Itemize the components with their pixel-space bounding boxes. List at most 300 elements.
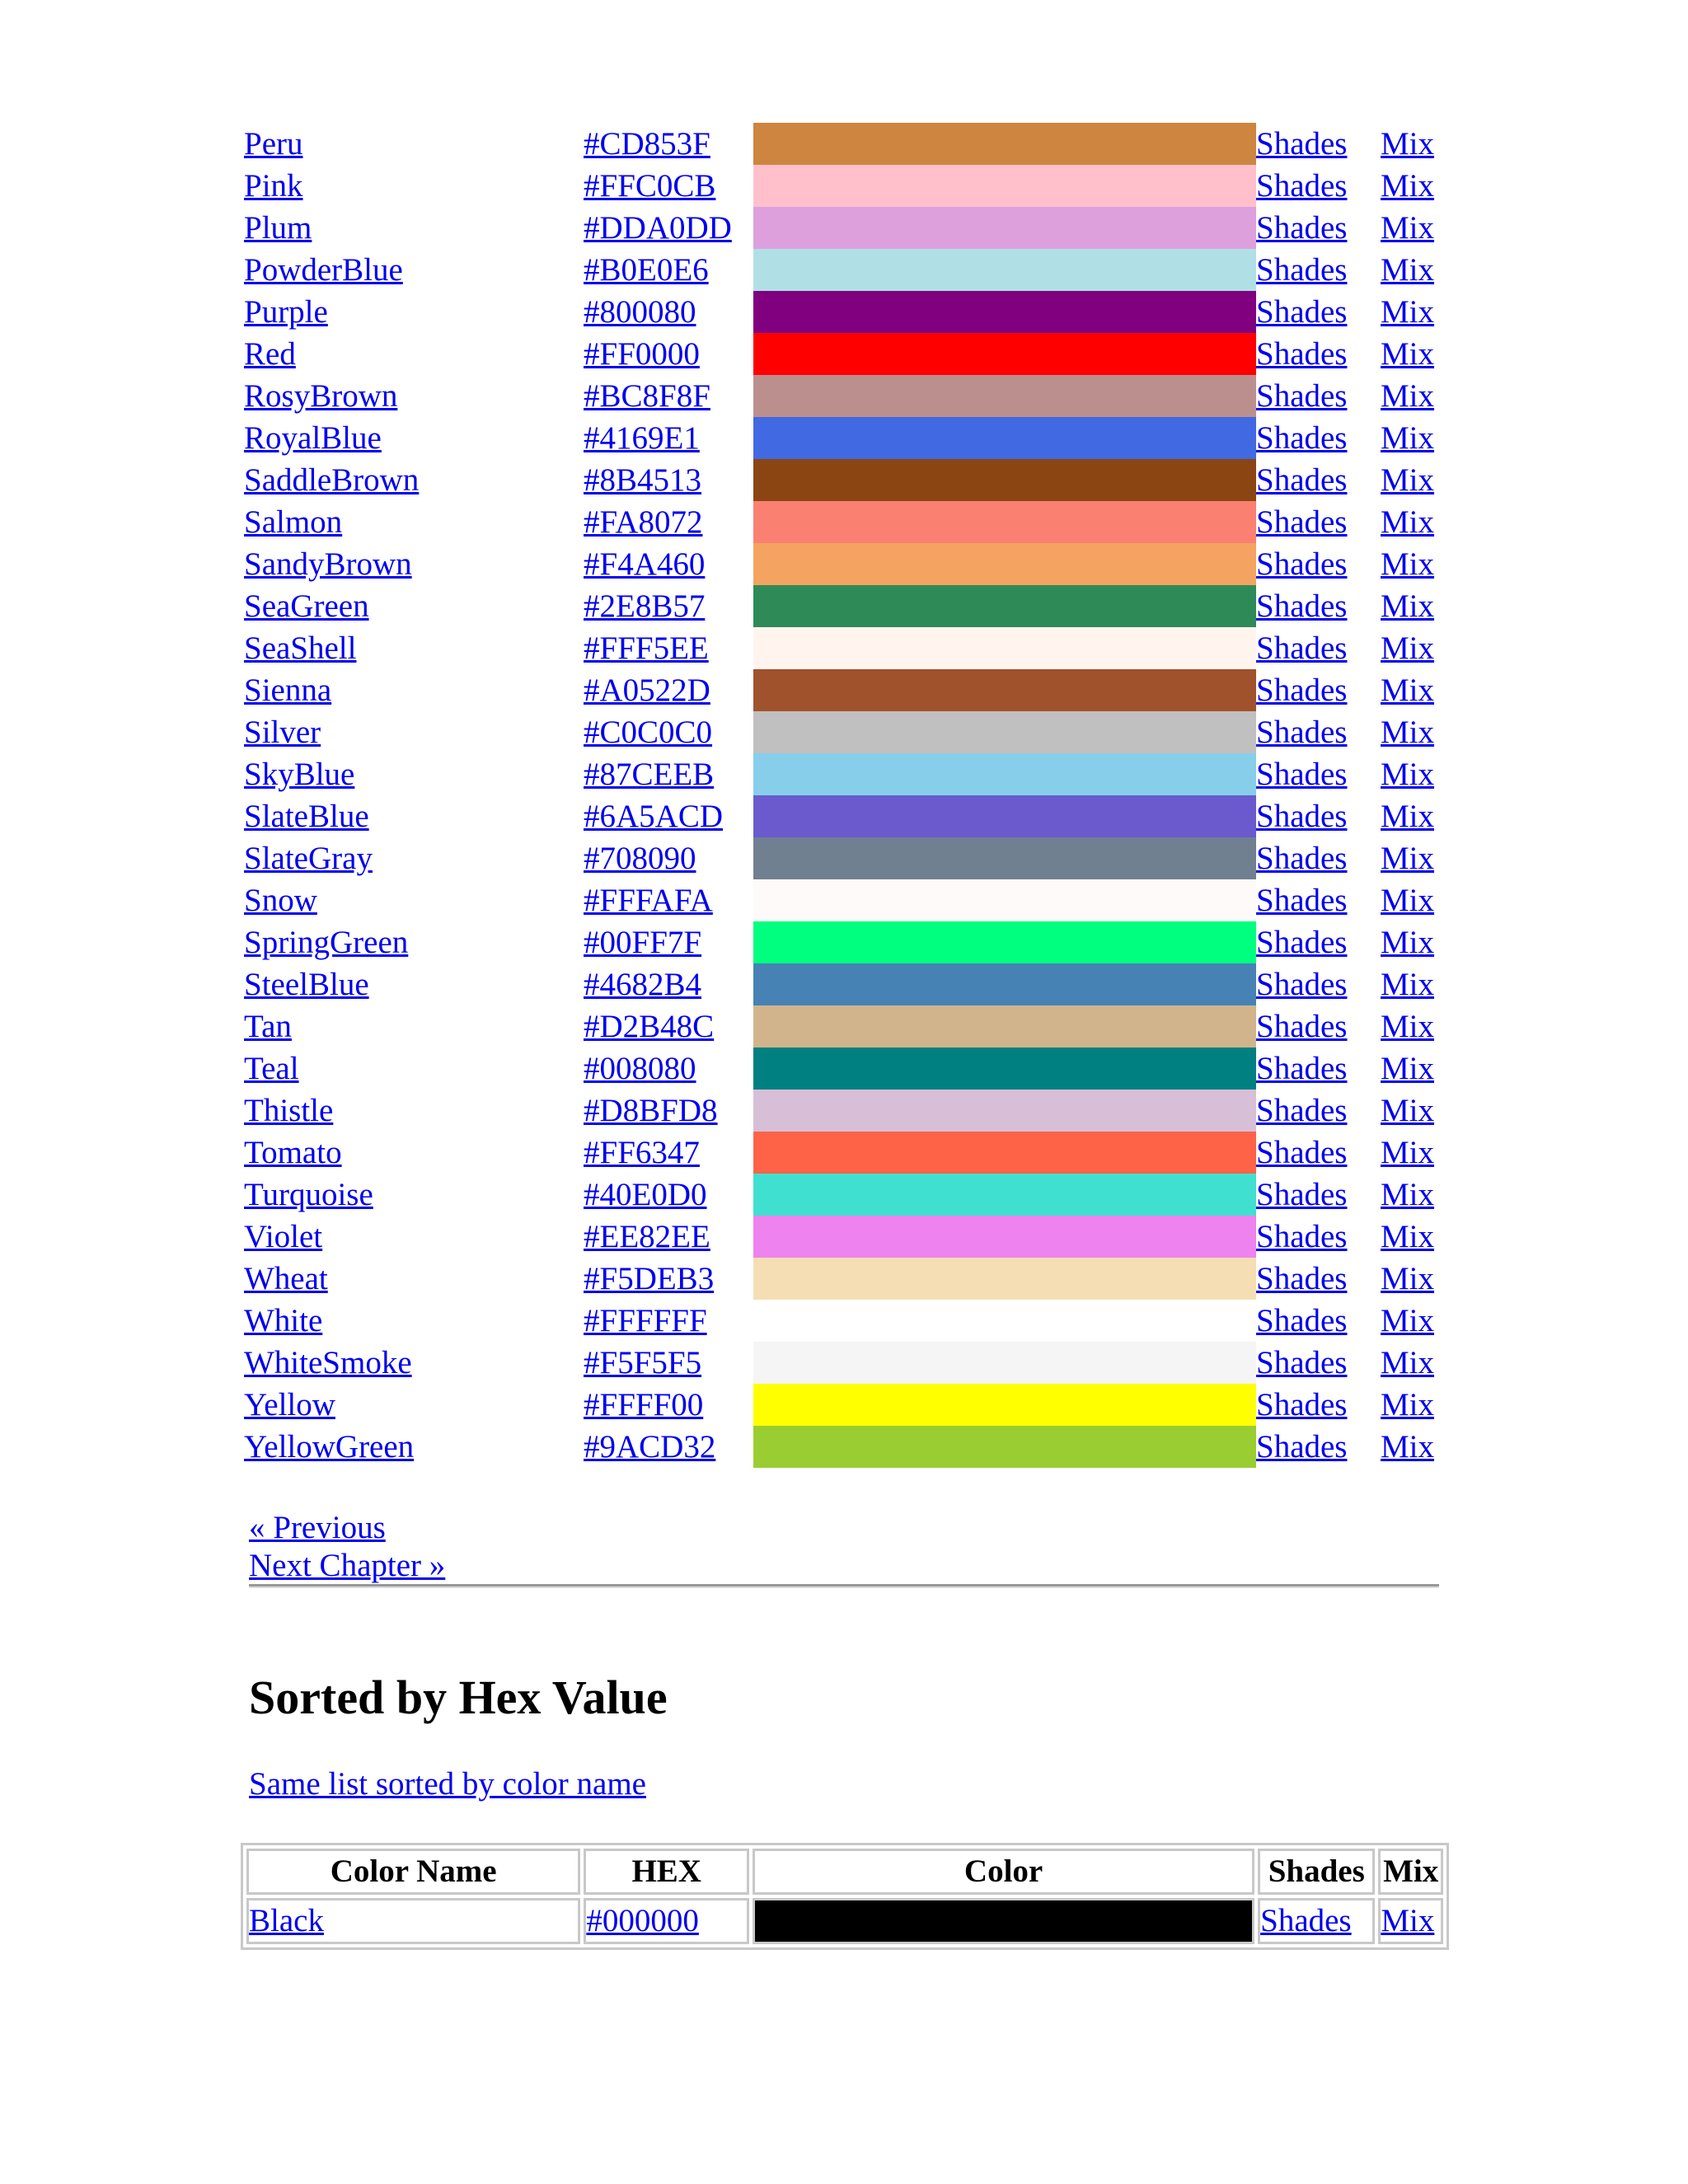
swatch-cell [753,501,1256,543]
hex-link[interactable]: #000000 [586,1903,699,1938]
mix-link[interactable]: Mix [1381,252,1435,288]
color-name-link[interactable]: Silver [244,715,321,750]
table-row [244,1090,1437,1132]
shades-link[interactable]: Shades [1256,1219,1348,1254]
hex-link[interactable]: #EE82EE [584,1219,710,1254]
color-swatch [753,123,1256,165]
shades-link[interactable]: Shades [1256,420,1348,456]
color-name-cell [244,375,584,417]
shades-link[interactable]: Shades [1256,883,1348,918]
color-name-cell [244,249,584,291]
color-name-link[interactable]: Tomato [244,1135,342,1170]
color-name-cell [244,165,584,207]
hex-link[interactable]: #FFFAFA [584,883,713,918]
color-swatch [753,1300,1256,1342]
swatch-cell [753,1005,1256,1047]
hex-cell [584,1898,749,1944]
previous-link[interactable]: « Previous [249,1510,386,1545]
mix-link[interactable]: Mix [1381,126,1435,162]
mix-cell [1381,1005,1437,1047]
shades-cell [1256,627,1381,669]
table-row [244,291,1437,333]
swatch-cell [753,375,1256,417]
mix-cell [1381,627,1437,669]
hex-cell [584,669,753,711]
mix-cell [1381,1342,1437,1384]
color-name-cell [244,459,584,501]
color-name-cell [244,1426,584,1468]
hex-link[interactable]: #FFC0CB [584,168,716,204]
hex-cell [584,501,753,543]
mix-link[interactable]: Mix [1381,673,1435,708]
mix-link[interactable]: Mix [1381,504,1435,540]
color-name-link[interactable]: Thistle [244,1093,334,1128]
mix-cell [1381,1090,1437,1132]
color-name-link[interactable]: Snow [244,883,317,918]
hex-cell [584,459,753,501]
mix-cell [1381,1216,1437,1258]
color-swatch [753,165,1256,207]
table-row [244,837,1437,879]
table-row [244,795,1437,837]
shades-link[interactable]: Shades [1256,1261,1348,1296]
shades-link[interactable]: Shades [1256,841,1348,876]
shades-cell [1256,333,1381,375]
hex-cell [584,1216,753,1258]
mix-cell [1381,795,1437,837]
hex-cell [584,711,753,753]
color-swatch [753,1258,1256,1300]
shades-cell [1256,1342,1381,1384]
mix-link[interactable]: Mix [1381,378,1435,414]
mix-link[interactable]: Mix [1381,1903,1435,1938]
mix-link[interactable]: Mix [1381,1303,1435,1338]
mix-cell [1381,1174,1437,1216]
color-name-link[interactable]: SlateBlue [244,799,369,834]
color-name-link[interactable]: SeaGreen [244,588,369,624]
hex-link[interactable]: #F5F5F5 [584,1345,702,1380]
color-swatch [755,1900,1252,1942]
hex-link[interactable]: #6A5ACD [584,799,724,834]
shades-cell [1256,1384,1381,1426]
mix-cell [1381,249,1437,291]
table-row [244,1216,1437,1258]
table-row [244,1300,1437,1342]
hex-link[interactable]: #8B4513 [584,462,702,498]
shades-cell [1256,543,1381,585]
shades-cell [1256,291,1381,333]
color-name-link[interactable]: Sienna [244,673,332,708]
table-row [244,1384,1437,1426]
hex-cell [584,543,753,585]
mix-link[interactable]: Mix [1381,757,1435,792]
mix-cell [1381,963,1437,1005]
mix-cell [1381,333,1437,375]
shades-link[interactable]: Shades [1256,715,1348,750]
color-swatch [753,627,1256,669]
mix-link[interactable]: Mix [1381,883,1435,918]
hex-cell [584,1132,753,1174]
mix-link[interactable]: Mix [1381,294,1435,330]
hex-link[interactable]: #BC8F8F [584,378,710,414]
table-row [244,249,1437,291]
color-name-link[interactable]: SkyBlue [244,757,355,792]
color-swatch [753,1216,1256,1258]
swatch-cell [753,711,1256,753]
table-row [244,921,1437,963]
color-swatch [753,1005,1256,1047]
swatch-cell [753,1384,1256,1426]
hex-link[interactable]: #FF6347 [584,1135,700,1170]
hex-link[interactable]: #C0C0C0 [584,715,713,750]
hex-link[interactable]: #CD853F [584,126,710,162]
hex-link[interactable]: #FA8072 [584,504,703,540]
header-color-name: Color Name [246,1849,580,1895]
color-name-link[interactable]: Peru [244,126,303,162]
mix-cell [1381,669,1437,711]
swatch-cell [753,585,1256,627]
shades-cell [1256,459,1381,501]
mix-cell [1381,1047,1437,1090]
color-name-cell [244,585,584,627]
color-name-cell [244,921,584,963]
hex-link[interactable]: #FF0000 [584,336,700,372]
shades-link[interactable]: Shades [1256,294,1348,330]
table-row [244,459,1437,501]
hex-link[interactable]: #FFFF00 [584,1387,704,1422]
shades-cell [1256,879,1381,921]
hex-cell [584,375,753,417]
mix-link[interactable]: Mix [1381,1387,1435,1422]
mix-cell [1381,165,1437,207]
mix-link[interactable]: Mix [1381,168,1435,204]
shades-link[interactable]: Shades [1256,504,1348,540]
color-name-cell [244,1132,584,1174]
shades-cell [1256,417,1381,459]
swatch-cell [753,333,1256,375]
shades-link[interactable]: Shades [1256,168,1348,204]
color-name-link[interactable]: SteelBlue [244,967,369,1002]
color-name-link[interactable]: YellowGreen [244,1429,415,1465]
mix-link[interactable]: Mix [1381,546,1435,582]
mix-cell [1381,921,1437,963]
hex-link[interactable]: #F5DEB3 [584,1261,715,1296]
mix-link[interactable]: Mix [1381,1219,1435,1254]
shades-cell [1256,837,1381,879]
color-name-link[interactable]: White [244,1303,323,1338]
color-name-link[interactable]: Red [244,336,296,372]
color-name-link[interactable]: PowderBlue [244,252,403,288]
shades-link[interactable]: Shades [1256,210,1348,246]
color-name-cell [244,963,584,1005]
table-row [244,585,1437,627]
color-name-link[interactable]: Black [249,1903,324,1938]
mix-link[interactable]: Mix [1381,588,1435,624]
shades-cell [1256,1426,1381,1468]
swatch-cell [753,627,1256,669]
hex-cell [584,1174,753,1216]
mix-link[interactable]: Mix [1381,1009,1435,1044]
shades-link[interactable]: Shades [1256,673,1348,708]
color-name-link[interactable]: SpringGreen [244,925,409,960]
color-name-link[interactable]: Pink [244,168,303,204]
next-chapter-link[interactable]: Next Chapter » [249,1548,446,1583]
mix-link[interactable]: Mix [1381,799,1435,834]
shades-cell [1256,165,1381,207]
shades-cell [1256,585,1381,627]
hex-link[interactable]: #B0E0E6 [584,252,709,288]
color-list-body [244,123,1437,1468]
shades-cell [1256,249,1381,291]
color-name-link[interactable]: Yellow [244,1387,335,1422]
hex-cell [584,753,753,795]
swatch-cell [753,1342,1256,1384]
mix-link[interactable]: Mix [1381,1051,1435,1086]
table-row [244,333,1437,375]
hex-link[interactable]: #D8BFD8 [584,1093,718,1128]
swatch-cell [753,1898,1254,1944]
table-row [244,627,1437,669]
mix-cell [1381,1384,1437,1426]
color-name-link[interactable]: Tan [244,1009,292,1044]
color-name-link[interactable]: SandyBrown [244,546,412,582]
shades-link[interactable]: Shades [1256,1093,1348,1128]
mix-link[interactable]: Mix [1381,420,1435,456]
shades-link[interactable]: Shades [1256,757,1348,792]
shades-link[interactable]: Shades [1260,1903,1352,1938]
header-mix: Mix [1378,1849,1443,1895]
color-name-link[interactable]: RoyalBlue [244,420,382,456]
shades-link[interactable]: Shades [1256,967,1348,1002]
color-name-link[interactable]: RosyBrown [244,378,398,414]
mix-link[interactable]: Mix [1381,1429,1435,1465]
table-row [244,1047,1437,1090]
color-swatch [753,1132,1256,1174]
hex-cell [584,963,753,1005]
shades-link[interactable]: Shades [1256,252,1348,288]
header-hex: HEX [584,1849,749,1895]
table-row [244,1342,1437,1384]
shades-link[interactable]: Shades [1256,925,1348,960]
color-name-link[interactable]: Teal [244,1051,299,1086]
color-name-link[interactable]: WhiteSmoke [244,1345,412,1380]
shades-link[interactable]: Shades [1256,1429,1348,1465]
hex-link[interactable]: #FFF5EE [584,630,709,666]
color-name-cell [244,1090,584,1132]
shades-cell [1256,1216,1381,1258]
shades-link[interactable]: Shades [1256,378,1348,414]
color-swatch [753,921,1256,963]
chapter-navigation [249,1509,1439,1585]
hex-cell [584,1300,753,1342]
hex-cell [584,1090,753,1132]
color-name-cell [246,1898,580,1944]
shades-cell [1256,123,1381,165]
mix-cell [1381,879,1437,921]
hex-cell [584,1005,753,1047]
table-row [244,1132,1437,1174]
color-name-cell [244,879,584,921]
color-name-cell [244,501,584,543]
mix-link[interactable]: Mix [1381,1345,1435,1380]
table-row [244,417,1437,459]
mix-cell [1381,207,1437,249]
color-name-cell [244,1216,584,1258]
hex-link[interactable]: #4682B4 [584,967,702,1002]
shades-link[interactable]: Shades [1256,1051,1348,1086]
hex-link[interactable]: #800080 [584,294,696,330]
color-name-link[interactable]: Violet [244,1219,323,1254]
hex-cell [584,795,753,837]
mix-cell [1381,375,1437,417]
mix-cell [1381,543,1437,585]
hex-cell [584,1047,753,1090]
shades-cell [1256,711,1381,753]
hex-link[interactable]: #00FF7F [584,925,702,960]
header-color: Color [753,1849,1254,1895]
color-name-link[interactable]: Purple [244,294,328,330]
horizontal-rule [249,1584,1439,1588]
table-row [244,543,1437,585]
color-swatch [753,417,1256,459]
hex-link[interactable]: #D2B48C [584,1009,715,1044]
swatch-cell [753,543,1256,585]
shades-link[interactable]: Shades [1256,799,1348,834]
hex-cell [584,837,753,879]
color-swatch [753,1342,1256,1384]
swatch-cell [753,1090,1256,1132]
color-name-link[interactable]: Salmon [244,504,343,540]
color-swatch [753,333,1256,375]
mix-link[interactable]: Mix [1381,925,1435,960]
shades-cell [1256,1090,1381,1132]
color-name-cell [244,669,584,711]
hex-cell [584,585,753,627]
hex-cell [584,1258,753,1300]
mix-link[interactable]: Mix [1381,1177,1435,1212]
shades-link[interactable]: Shades [1256,1135,1348,1170]
shades-link[interactable]: Shades [1256,1387,1348,1422]
table-row [244,165,1437,207]
mix-link[interactable]: Mix [1381,336,1435,372]
mix-cell [1381,501,1437,543]
hex-cell [584,879,753,921]
color-name-link[interactable]: SaddleBrown [244,462,420,498]
hex-cell [584,291,753,333]
swatch-cell [753,291,1256,333]
hex-link[interactable]: #A0522D [584,673,710,708]
table-row [244,375,1437,417]
sort-by-name-link[interactable]: Same list sorted by color name [249,1766,646,1802]
shades-link[interactable]: Shades [1256,546,1348,582]
color-name-link[interactable]: Wheat [244,1261,328,1296]
table-row [244,1426,1437,1468]
swatch-cell [753,1300,1256,1342]
color-swatch [753,963,1256,1005]
hex-link[interactable]: #FFFFFF [584,1303,707,1338]
color-name-cell [244,123,584,165]
color-name-cell [244,417,584,459]
shades-link[interactable]: Shades [1256,126,1348,162]
hex-link[interactable]: #2E8B57 [584,588,706,624]
hex-link[interactable]: #DDA0DD [584,210,732,246]
color-name-cell [244,837,584,879]
shades-cell [1256,1005,1381,1047]
mix-cell [1381,1426,1437,1468]
mix-cell [1381,585,1437,627]
swatch-cell [753,921,1256,963]
hex-link[interactable]: #40E0D0 [584,1177,707,1212]
shades-cell [1256,921,1381,963]
shades-link[interactable]: Shades [1256,1303,1348,1338]
mix-link[interactable]: Mix [1381,841,1435,876]
mix-cell [1381,123,1437,165]
shades-link[interactable]: Shades [1256,336,1348,372]
color-name-link[interactable]: SlateGray [244,841,373,876]
color-name-link[interactable]: Plum [244,210,312,246]
shades-cell [1256,1300,1381,1342]
shades-link[interactable]: Shades [1256,462,1348,498]
color-swatch [753,207,1256,249]
swatch-cell [753,963,1256,1005]
hex-link[interactable]: #708090 [584,841,696,876]
mix-link[interactable]: Mix [1381,1135,1435,1170]
hex-link[interactable]: #9ACD32 [584,1429,716,1465]
shades-cell [1256,1174,1381,1216]
color-swatch [753,375,1256,417]
hex-link[interactable]: #008080 [584,1051,696,1086]
hex-link[interactable]: #F4A460 [584,546,706,582]
hex-link[interactable]: #87CEEB [584,757,715,792]
swatch-cell [753,753,1256,795]
mix-link[interactable]: Mix [1381,1261,1435,1296]
color-swatch [753,837,1256,879]
shades-link[interactable]: Shades [1256,588,1348,624]
color-list-table [244,123,1437,1468]
shades-link[interactable]: Shades [1256,1009,1348,1044]
color-name-link[interactable]: Turquoise [244,1177,373,1212]
mix-link[interactable]: Mix [1381,1093,1435,1128]
color-swatch [753,291,1256,333]
color-swatch [753,669,1256,711]
hex-link[interactable]: #4169E1 [584,420,700,456]
swatch-cell [753,837,1256,879]
hex-table-body [246,1898,1443,1944]
header-shades: Shades [1258,1849,1375,1895]
swatch-cell [753,1174,1256,1216]
mix-link[interactable]: Mix [1381,210,1435,246]
shades-cell [1256,795,1381,837]
shades-link[interactable]: Shades [1256,1345,1348,1380]
mix-cell [1381,1258,1437,1300]
shades-link[interactable]: Shades [1256,1177,1348,1212]
shades-link[interactable]: Shades [1256,630,1348,666]
color-name-cell [244,291,584,333]
color-swatch [753,795,1256,837]
mix-link[interactable]: Mix [1381,630,1435,666]
table-row [244,207,1437,249]
swatch-cell [753,669,1256,711]
hex-sorted-table [241,1843,1449,1950]
shades-cell [1256,1258,1381,1300]
mix-link[interactable]: Mix [1381,462,1435,498]
color-name-link[interactable]: SeaShell [244,630,357,666]
color-swatch [753,585,1256,627]
mix-link[interactable]: Mix [1381,967,1435,1002]
mix-link[interactable]: Mix [1381,715,1435,750]
color-swatch [753,249,1256,291]
table-row [246,1898,1443,1944]
